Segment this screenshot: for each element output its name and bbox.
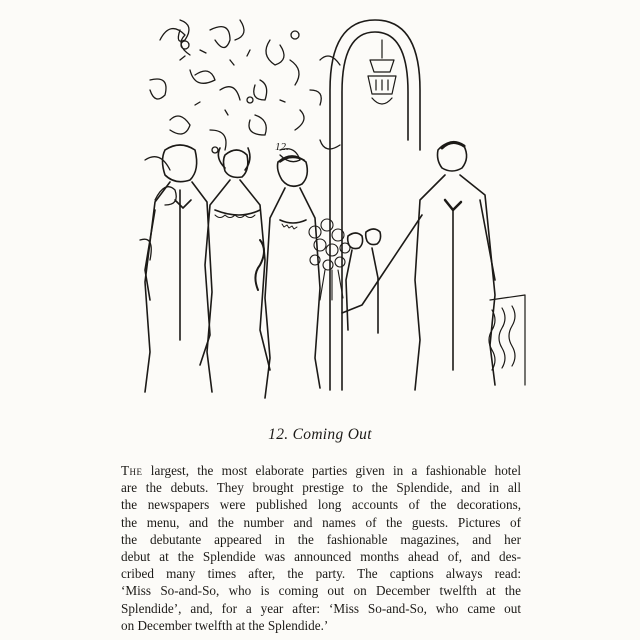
debutante-figure xyxy=(265,156,320,398)
body-line: Splendide’, and, for a year after: ‘Miss So-and-So, who came out xyxy=(121,600,521,616)
chandelier-icon xyxy=(368,40,396,104)
body-line: are the debuts. They brought prestige to the Splendide, and in all xyxy=(121,480,521,496)
body-line: ‘Miss So-and-So, who is coming out on December twelfth at the xyxy=(121,583,521,599)
body-line: the menu, and the number and names of the guests. Pictures of xyxy=(121,514,521,530)
chapter-number: 12. xyxy=(268,426,289,443)
chapter-body xyxy=(121,462,521,634)
body-line: the debutante appeared in the fashionable magazines, and her xyxy=(121,531,521,547)
body-line: cribed many times after, the party. The captions always read: xyxy=(121,566,521,582)
body-line: The largest, the most elaborate parties given in a fashionable hotel xyxy=(121,463,521,478)
first-word: The xyxy=(121,463,143,478)
chapter-title: Coming Out xyxy=(292,426,372,443)
small-figures xyxy=(346,229,381,333)
body-line: on December twelfth at the Splendide.’ xyxy=(121,617,329,633)
chapter-heading xyxy=(0,426,640,444)
body-line: debut at the Splendide was announced months ahead of, and des- xyxy=(121,549,521,565)
illustration-number: 12. xyxy=(275,141,289,153)
host-figure xyxy=(342,142,495,390)
body-line: the newspapers were published long accounts of the decorations, xyxy=(121,497,521,513)
man-left-figure xyxy=(145,145,212,392)
floral-decoration xyxy=(140,20,340,260)
party-illustration xyxy=(120,0,540,400)
